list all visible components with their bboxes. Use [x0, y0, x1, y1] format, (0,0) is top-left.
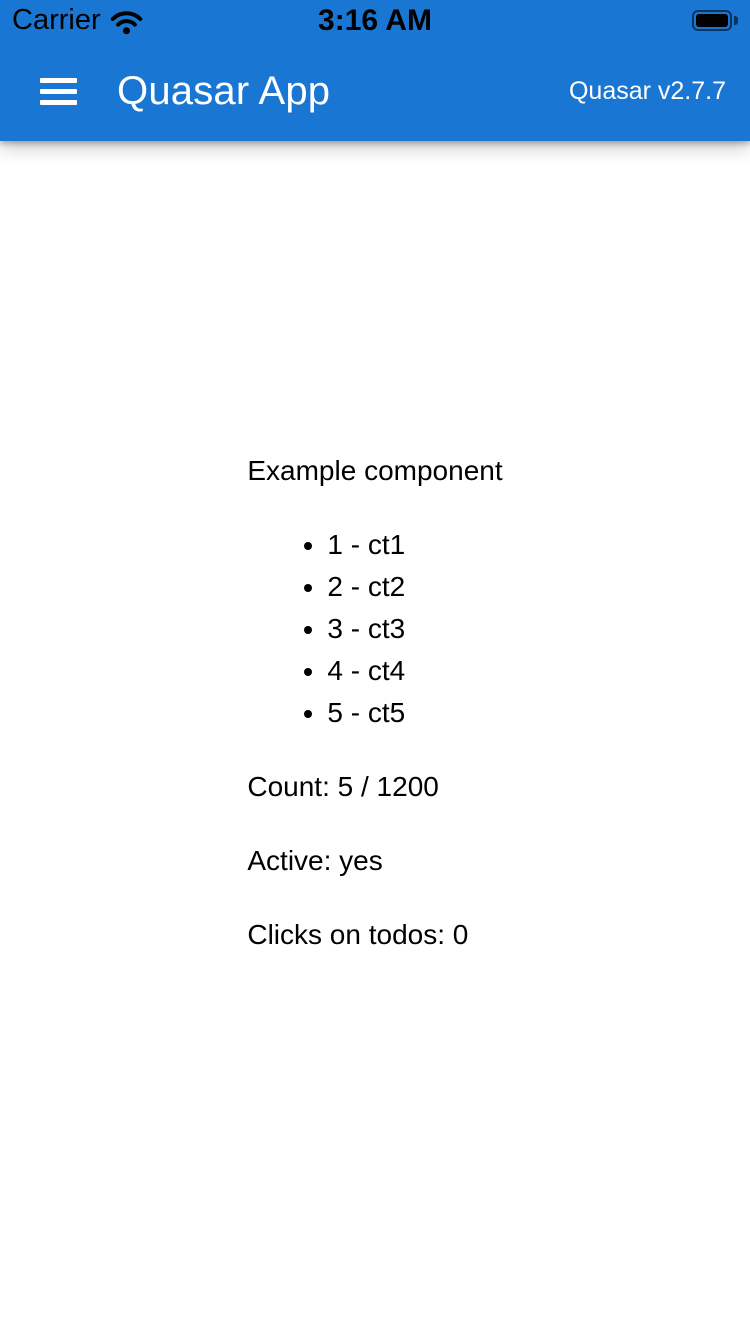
- todo-item[interactable]: • 5 - ct5: [327, 692, 502, 734]
- clicks-label: Clicks on todos: 0: [247, 919, 469, 950]
- battery-icon: [692, 10, 738, 31]
- example-heading: Example component: [247, 455, 503, 486]
- toolbar: [0, 41, 750, 141]
- todo-item[interactable]: • 1 - ct1: [327, 524, 502, 566]
- carrier-label: Carrier: [12, 4, 101, 36]
- app-title: Quasar App: [117, 68, 331, 113]
- quasar-version-label: Quasar v2.7.7: [568, 76, 726, 105]
- app-header: [0, 0, 750, 141]
- carrier-group: [12, 0, 143, 41]
- todo-list: [247, 524, 502, 734]
- count-label: Count: 5 / 1200: [247, 771, 439, 802]
- todo-item[interactable]: • 2 - ct2: [327, 566, 502, 608]
- todo-item[interactable]: • 4 - ct4: [327, 650, 502, 692]
- todo-item[interactable]: • 3 - ct3: [327, 608, 502, 650]
- wifi-icon: [110, 7, 143, 35]
- active-label: Active: yes: [247, 845, 383, 876]
- status-bar: [0, 0, 750, 41]
- menu-icon: [40, 78, 77, 83]
- example-component: [247, 450, 502, 956]
- page-content: [0, 141, 750, 1334]
- status-time: 3:16 AM: [318, 4, 432, 37]
- menu-button[interactable]: [24, 57, 92, 125]
